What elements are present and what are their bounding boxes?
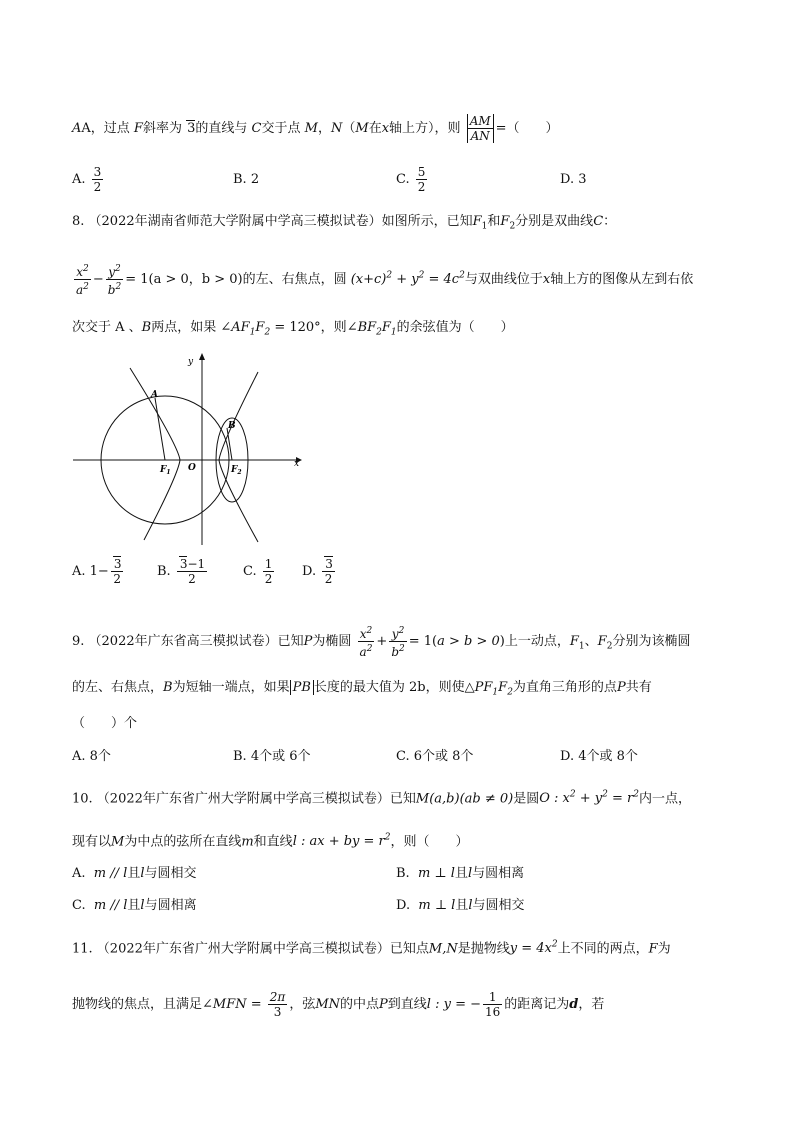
q8-stem-line2: $\frac{x^2}{a^2}$ − $\frac{y^2}{b^2}$ = 1(a > 0，b > 0)的左、右焦点，圆 $(x+c)^2 + y^2 = 4c^2$与双曲线位于x轴上方的图像从左到右依	[76, 264, 694, 297]
q8-option-d: D. $\frac{3}{2}$	[302, 557, 333, 586]
q7-option-a: A. $\frac{3}{2}$	[72, 165, 102, 194]
q7-option-c: C. $\frac{5}{2}$	[396, 165, 426, 194]
q9-stem-line2: 的左、右焦点，B为短轴一端点，如果 PB 长度的最大值为 2b，则使$\triangle PF_1F_2$为直角三角形的点P共有	[72, 680, 652, 698]
q10-option-d: D. m ⊥ l且l与圆相交	[396, 898, 525, 913]
q7-stem: AA，过点 F斜率为 3的直线与 C交于点 M，N（M在x轴上方），则 $\frac{AM}{AN}$ =（ ）	[72, 114, 559, 143]
q8-option-c: C. $\frac{1}{2}$	[243, 557, 273, 586]
q10-option-a: A. m // l且l与圆相交	[72, 866, 197, 881]
q8-stem-line3: 次交于 A 、B两点，如果 $\angle AF_1F_2 = 120^\circ$，则$\angle BF_2F_1$的余弦值为（ ）	[72, 320, 514, 338]
segment-bf2	[227, 428, 232, 460]
q9-stem-line1: 9. （2022年广东省高三模拟试卷）已知P为椭圆 $\frac{x^2}{a^2}$ + $\frac{y^2}{b^2}$ = 1(a > b > 0)上一动点，$F_1$、$F_2$分别为该椭圆	[72, 626, 691, 659]
q9-option-a: A. 8个	[72, 749, 111, 764]
q11-stem-line2: 抛物线的焦点，且满足∠MFN = $\frac{2\pi}{3}$ ，弦MN的中点P到直线l : y = − $\frac{1}{16}$ 的距离记为d，若	[72, 990, 605, 1019]
q9-stem-line3: （ ）个	[72, 716, 138, 731]
q8-option-b: B. $\frac{3-1}{2}$	[157, 557, 206, 586]
q11-stem-line1: 11. （2022年广东省广州大学附属中学高三模拟试卷）已知点M,N是抛物线$y = 4x^2$上不同的两点，F为	[72, 940, 671, 957]
y-axis-arrow	[199, 353, 205, 360]
q10-stem-line1: 10. （2022年广东省广州大学附属中学高三模拟试卷）已知M(a,b)(ab ≠ 0)是圆O : $x^2 + y^2 = r^2$内一点，	[72, 790, 691, 807]
label-a: A	[151, 390, 158, 400]
q9-option-c: C. 6个或 8个	[396, 749, 474, 764]
q9-option-d: D. 4个或 8个	[560, 749, 638, 764]
segment-af1	[155, 398, 165, 460]
hyperbola-right-branch	[219, 372, 258, 542]
q7-option-d: D. 3	[560, 172, 587, 187]
label-f1: $F_1$	[160, 465, 171, 476]
q8-option-a: A. 1− $\frac{3}{2}$	[72, 557, 122, 586]
label-f2: $F_2$	[231, 465, 242, 476]
q10-stem-line2: 现有以M为中点的弦所在直线m和直线l : ax + by = $r^2$，则（ ）	[72, 833, 469, 850]
label-o: O	[188, 463, 196, 473]
q10-option-c: C. m // l且l与圆相离	[72, 898, 197, 913]
hyperbola-circle-figure	[68, 350, 308, 550]
q9-option-b: B. 4个或 6个	[233, 749, 311, 764]
label-y: y	[188, 357, 194, 367]
q7-option-b: B. 2	[233, 172, 260, 187]
label-b: B	[228, 421, 236, 431]
label-x: x	[294, 459, 300, 469]
q8-stem-line1: 8. （2022年湖南省师范大学附属中学高三模拟试卷）如图所示，已知$F_1$和$F_2$分别是双曲线C：	[72, 214, 617, 232]
q10-option-b: B. m ⊥ l且l与圆相离	[396, 866, 525, 881]
